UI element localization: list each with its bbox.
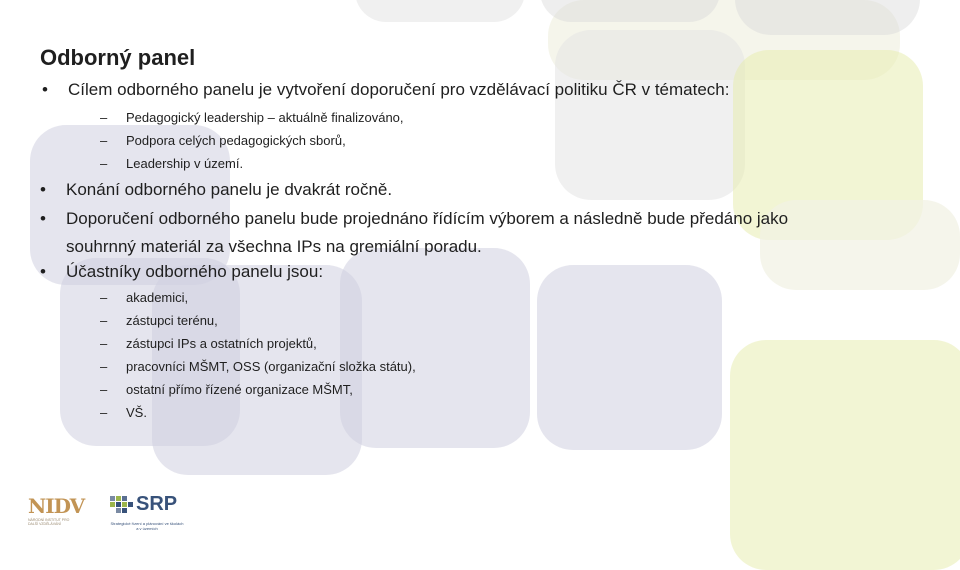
nidv-logo xyxy=(28,494,85,538)
srp-logo-square xyxy=(110,502,115,507)
dash-marker: – xyxy=(100,382,108,397)
sub-item xyxy=(100,106,404,129)
srp-logo-square xyxy=(122,496,127,501)
sub-item xyxy=(100,152,243,175)
participant-text: VŠ. xyxy=(126,405,147,420)
dash-marker: – xyxy=(100,133,108,148)
nidv-logo-mark: NIDV xyxy=(28,494,85,518)
bullet-recommendation xyxy=(40,205,920,261)
srp-logo xyxy=(106,493,186,537)
bullet-marker: • xyxy=(40,209,46,228)
bullet-marker: • xyxy=(40,262,46,281)
srp-logo-square xyxy=(128,502,133,507)
bullet-text: Účastníky odborného panelu jsou: xyxy=(66,262,324,281)
dash-marker: – xyxy=(100,336,108,351)
dash-marker: – xyxy=(100,156,108,171)
dash-marker: – xyxy=(100,359,108,374)
dash-marker: – xyxy=(100,405,108,420)
srp-logo-square xyxy=(116,508,121,513)
participant-item xyxy=(100,309,218,332)
participant-text: ostatní přímo řízené organizace MŠMT, xyxy=(126,382,353,397)
srp-logo-mark: SRP xyxy=(136,493,178,515)
slide-title: Odborný panel xyxy=(40,45,196,70)
dash-marker: – xyxy=(100,313,108,328)
bullet-participants xyxy=(40,258,920,286)
participant-item xyxy=(100,378,353,401)
dash-marker: – xyxy=(100,110,108,125)
participant-text: pracovníci MŠMT, OSS (organizační složka státu), xyxy=(126,359,416,374)
participant-text: akademici, xyxy=(126,290,189,305)
srp-logo-square xyxy=(122,502,127,507)
bullet-text-line-2: souhrnný materiál za všechna IPs na gremiální poradu. xyxy=(66,237,482,256)
sub-item-text: Podpora celých pedagogických sborů, xyxy=(126,133,346,148)
bullet-frequency xyxy=(40,176,920,204)
participant-item xyxy=(100,286,188,309)
bullet-text: Cílem odborného panelu je vytvoření doporučení pro vzdělávací politiku ČR v tématech: xyxy=(68,80,730,99)
participant-text: zástupci IPs a ostatních projektů, xyxy=(126,336,317,351)
srp-logo-square xyxy=(116,496,121,501)
bullet-marker: • xyxy=(42,80,48,99)
srp-logo-square xyxy=(110,496,115,501)
bullet-goal xyxy=(42,76,922,104)
sub-item-text: Leadership v území. xyxy=(126,156,244,171)
bullet-text-line-1: Doporučení odborného panelu bude projednáno řídícím výborem a následně bude předáno jako xyxy=(66,209,789,228)
participant-item xyxy=(100,401,147,424)
bullet-marker: • xyxy=(40,180,46,199)
participant-item xyxy=(100,355,416,378)
nidv-logo-caption: NÁRODNÍ INSTITUT PRO DALŠÍ VZDĚLÁVÁNÍ xyxy=(28,518,70,526)
sub-item xyxy=(100,129,346,152)
bullet-text: Konání odborného panelu je dvakrát ročně. xyxy=(66,180,393,199)
sub-item-text: Pedagogický leadership – aktuálně finalizováno, xyxy=(126,110,404,125)
srp-logo-caption: Strategické řízení a plánování ve školách a v územích xyxy=(110,521,184,531)
participant-item xyxy=(100,332,317,355)
participant-text: zástupci terénu, xyxy=(126,313,218,328)
dash-marker: – xyxy=(100,290,108,305)
srp-logo-square xyxy=(122,508,127,513)
srp-logo-square xyxy=(116,502,121,507)
